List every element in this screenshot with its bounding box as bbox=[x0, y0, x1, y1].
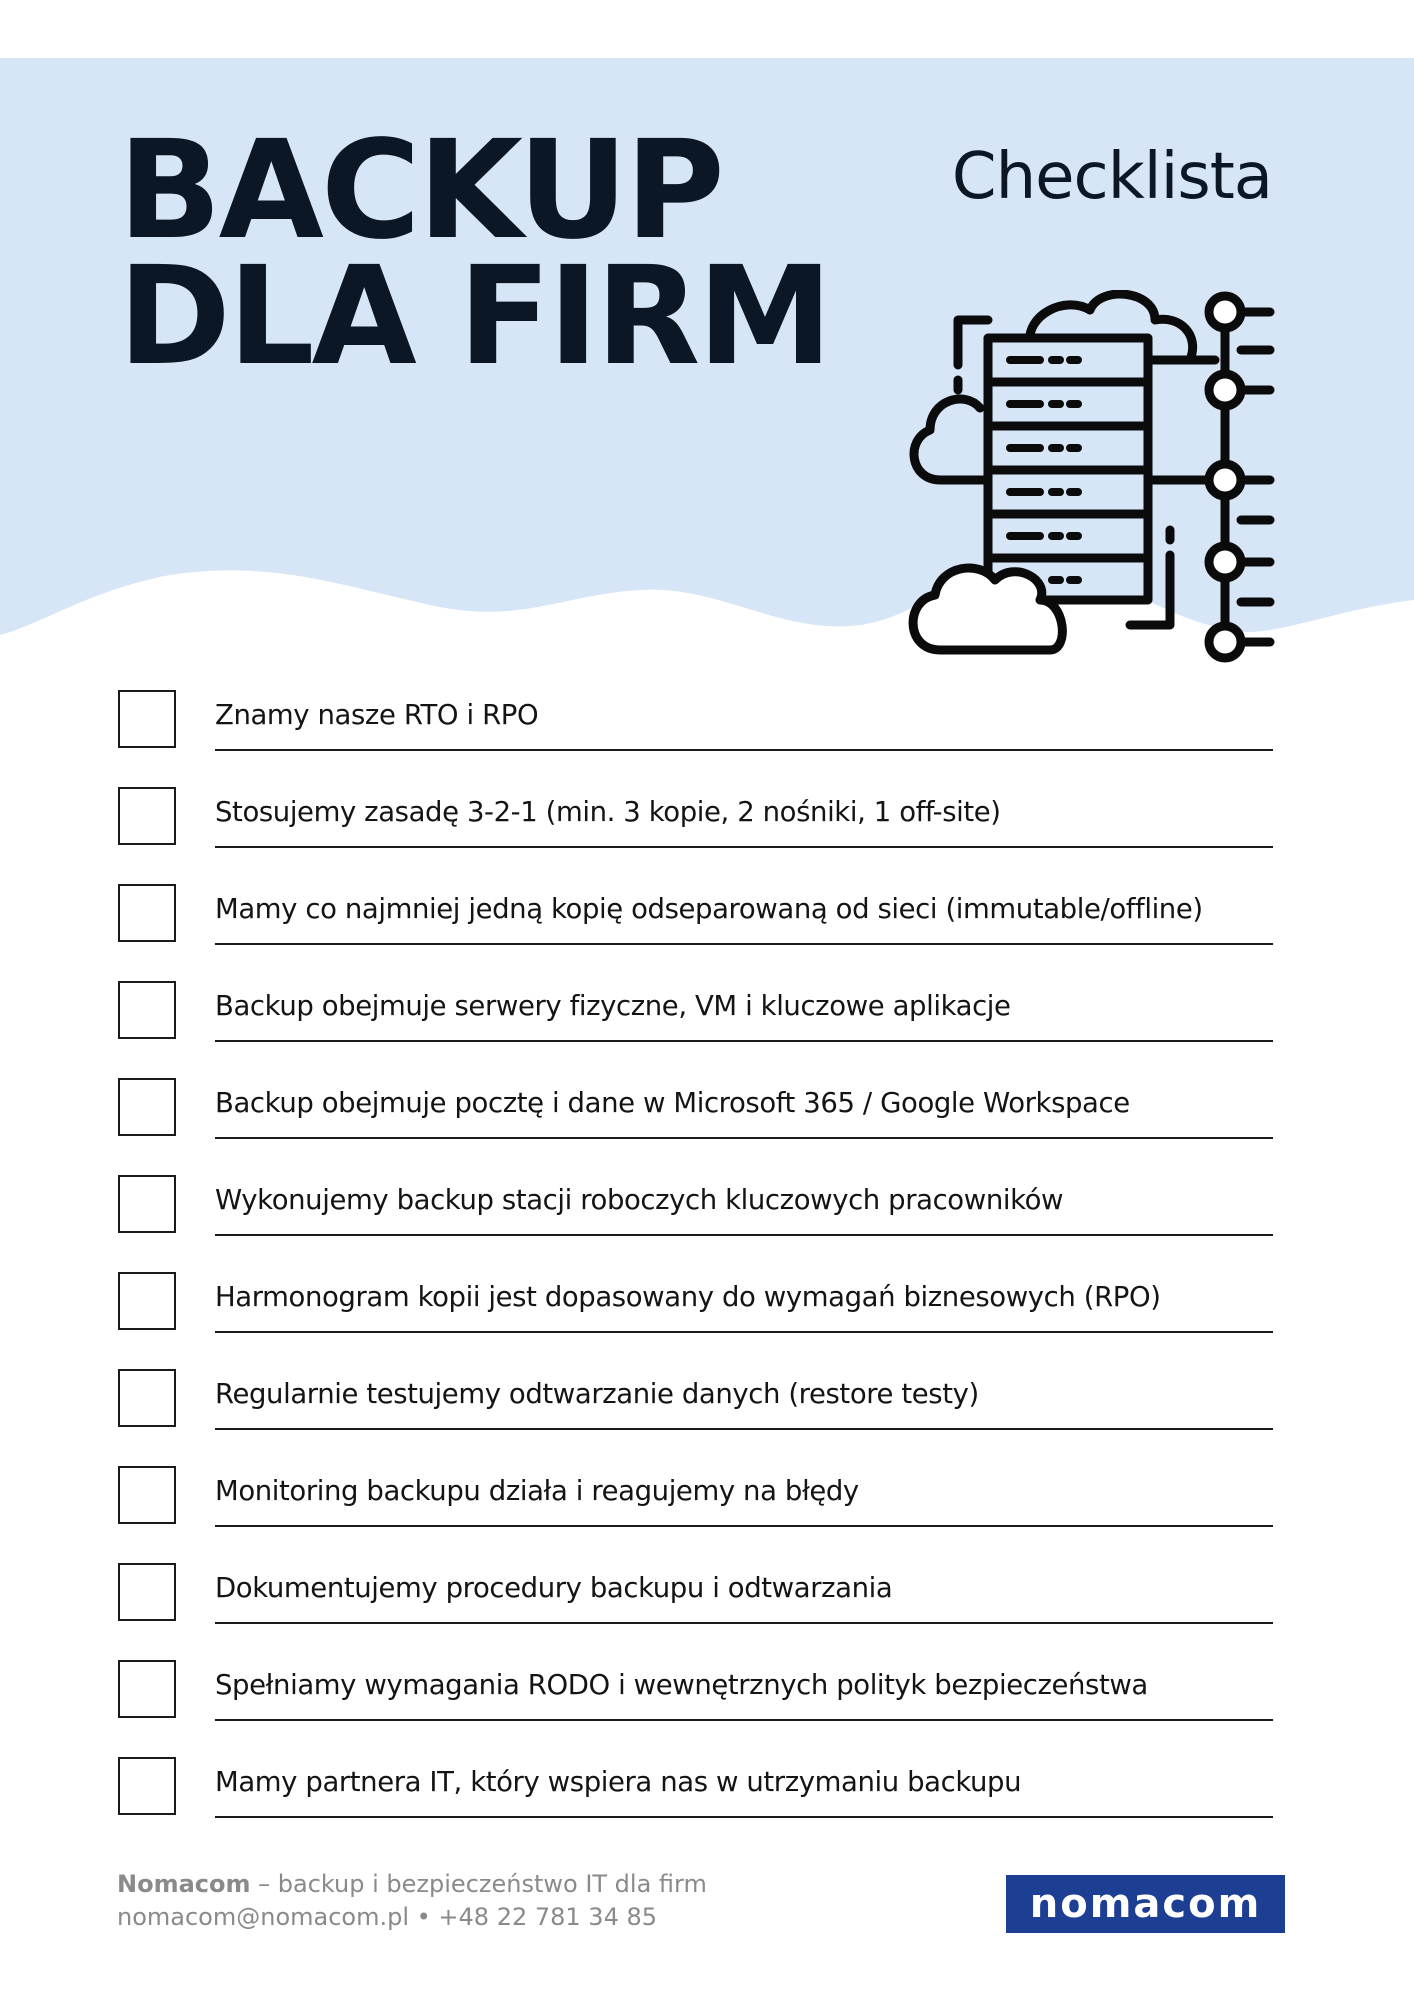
checklist-item bbox=[0, 1757, 1414, 1837]
page-title bbox=[118, 112, 830, 396]
server-cloud-network-icon bbox=[900, 290, 1280, 670]
underline bbox=[215, 1525, 1273, 1527]
checklist-item bbox=[0, 1078, 1414, 1158]
underline bbox=[215, 1816, 1273, 1818]
underline bbox=[215, 1234, 1273, 1236]
checklist-item-label: Backup obejmuje serwery fizyczne, VM i kluczowe aplikacje bbox=[215, 990, 1011, 1022]
checklist-item bbox=[0, 884, 1414, 964]
nomacom-logo: nomacom bbox=[1006, 1875, 1285, 1933]
checkbox[interactable] bbox=[118, 1078, 176, 1136]
checklist-item bbox=[0, 1660, 1414, 1740]
checklist-item bbox=[0, 1563, 1414, 1643]
underline bbox=[215, 1428, 1273, 1430]
checklist-item-label: Wykonujemy backup stacji roboczych kluczowych pracowników bbox=[215, 1184, 1064, 1216]
checklist-item-label: Monitoring backupu działa i reagujemy na błędy bbox=[215, 1475, 859, 1507]
page-subtitle: Checklista bbox=[951, 140, 1272, 214]
checklist-item bbox=[0, 1175, 1414, 1255]
checklist-item-label: Mamy co najmniej jedną kopię odseparowaną od sieci (immutable/offline) bbox=[215, 893, 1203, 925]
checkbox[interactable] bbox=[118, 1757, 176, 1815]
underline bbox=[215, 1137, 1273, 1139]
footer-contact: nomacom@nomacom.pl • +48 22 781 34 85 bbox=[117, 1903, 658, 1931]
checklist-item-label: Spełniamy wymagania RODO i wewnętrznych polityk bezpieczeństwa bbox=[215, 1669, 1148, 1701]
title-line-1: BACKUP bbox=[118, 112, 722, 270]
checklist-item bbox=[0, 981, 1414, 1061]
footer-tagline-line bbox=[117, 1868, 707, 1901]
checklist-item-label: Znamy nasze RTO i RPO bbox=[215, 699, 539, 731]
underline bbox=[215, 749, 1273, 751]
checklist-item-label: Regularnie testujemy odtwarzanie danych (restore testy) bbox=[215, 1378, 979, 1410]
checkbox[interactable] bbox=[118, 1369, 176, 1427]
checklist-item-label: Backup obejmuje pocztę i dane w Microsoft 365 / Google Workspace bbox=[215, 1087, 1130, 1119]
underline bbox=[215, 1622, 1273, 1624]
checklist-item bbox=[0, 1369, 1414, 1449]
checklist-item-label: Stosujemy zasadę 3-2-1 (min. 3 kopie, 2 nośniki, 1 off-site) bbox=[215, 796, 1001, 828]
checkbox[interactable] bbox=[118, 1466, 176, 1524]
checkbox[interactable] bbox=[118, 690, 176, 748]
footer-info bbox=[117, 1868, 707, 1934]
checklist-item bbox=[0, 1466, 1414, 1546]
title-line-2: DLA FIRM bbox=[118, 238, 830, 396]
footer-company: Nomacom bbox=[117, 1870, 251, 1898]
checklist-item bbox=[0, 1272, 1414, 1352]
checkbox[interactable] bbox=[118, 1175, 176, 1233]
checklist-item-label: Harmonogram kopii jest dopasowany do wymagań biznesowych (RPO) bbox=[215, 1281, 1161, 1313]
footer-tagline: – backup i bezpieczeństwo IT dla firm bbox=[250, 1870, 707, 1898]
checkbox[interactable] bbox=[118, 1272, 176, 1330]
underline bbox=[215, 1331, 1273, 1333]
underline bbox=[215, 943, 1273, 945]
checklist-item bbox=[0, 690, 1414, 770]
checklist-item bbox=[0, 787, 1414, 867]
underline bbox=[215, 1040, 1273, 1042]
checklist-item-label: Mamy partnera IT, który wspiera nas w utrzymaniu backupu bbox=[215, 1766, 1022, 1798]
underline bbox=[215, 846, 1273, 848]
checkbox[interactable] bbox=[118, 1660, 176, 1718]
checkbox[interactable] bbox=[118, 981, 176, 1039]
checklist-item-label: Dokumentujemy procedury backupu i odtwarzania bbox=[215, 1572, 893, 1604]
underline bbox=[215, 1719, 1273, 1721]
checkbox[interactable] bbox=[118, 1563, 176, 1621]
checkbox[interactable] bbox=[118, 884, 176, 942]
checkbox[interactable] bbox=[118, 787, 176, 845]
